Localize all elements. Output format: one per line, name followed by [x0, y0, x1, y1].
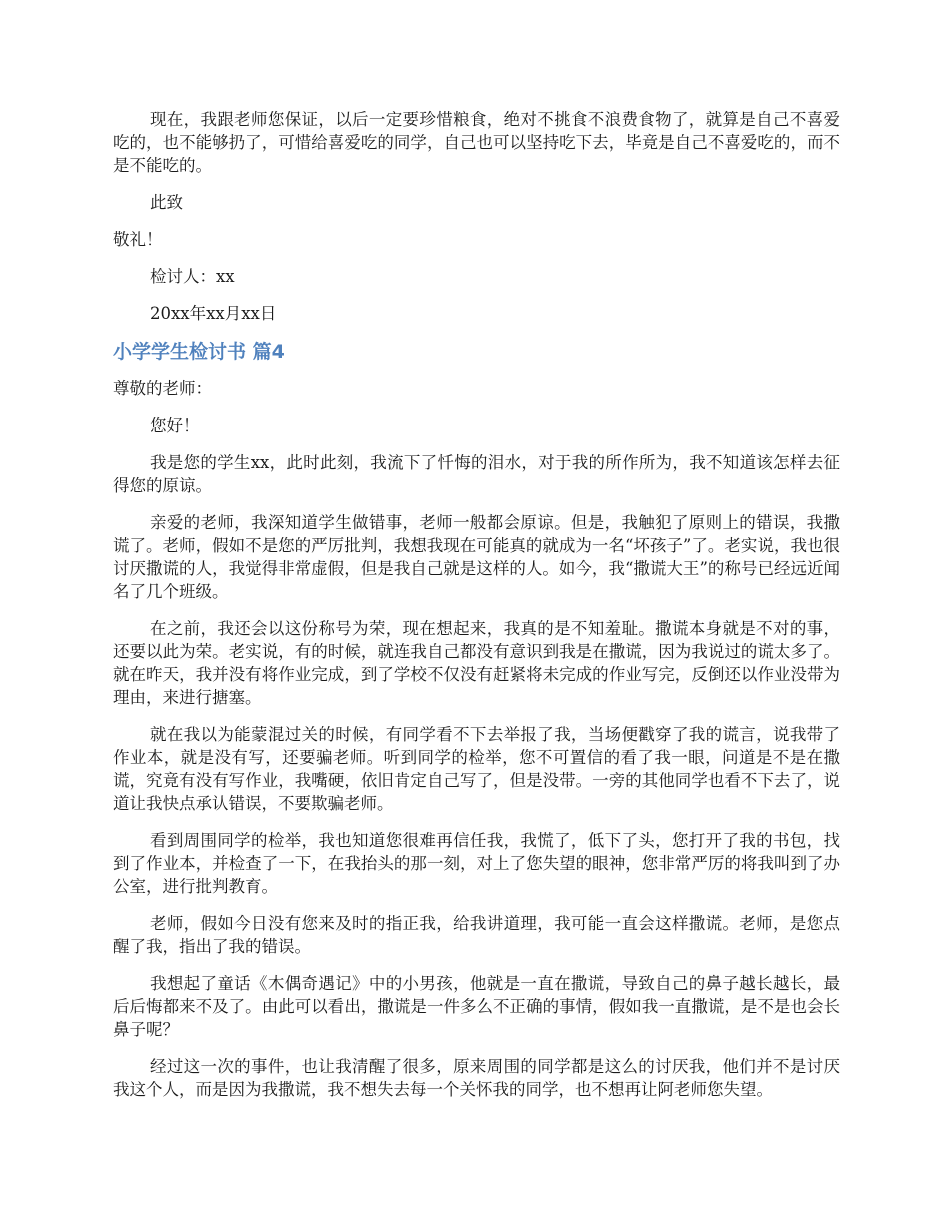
intro-paragraph: 现在，我跟老师您保证，以后一定要珍惜粮食，绝对不挑食不浪费食物了，就算是自己不喜爱吃的，也不能够扔了，可惜给喜爱吃的同学，自己也可以坚持吃下去，毕竟是自己不喜爱吃的，而不是不能吃的。	[113, 110, 840, 175]
body-paragraph: 我是您的学生xx，此时此刻，我流下了忏悔的泪水，对于我的所作所为，我不知道该怎样去征得您的原谅。	[113, 453, 840, 495]
salutation: 尊敬的老师：	[113, 379, 212, 398]
body-paragraph: 老师，假如今日没有您来及时的指正我，给我讲道理，我可能一直会这样撒谎。老师，是您点醒了我，指出了我的错误。	[113, 914, 840, 956]
body-paragraph: 我想起了童话《木偶奇遇记》中的小男孩，他就是一直在撒谎，导致自己的鼻子越长越长，最后后悔都来不及了。由此可以看出，撒谎是一件多么不正确的事情，假如我一直撒谎，是不是也会长鼻子呢？	[113, 974, 840, 1039]
signer: 检讨人：xx	[150, 267, 235, 286]
document-page	[113, 108, 840, 1101]
body-paragraph: 在之前，我还会以这份称号为荣，现在想起来，我真的是不知羞耻。撒谎本身就是不对的事，还要以此为荣。老实说，有的时候，就连我自己都没有意识到我是在撒谎，因为我说过的谎太多了。就在昨天，我并没有将作业完成，到了学校不仅没有赶紧将未完成的作业写完，反倒还以作业没带为理由，来进行搪塞。	[113, 619, 840, 707]
body-paragraph: 经过这一次的事件，也让我清醒了很多，原来周围的同学都是这么的讨厌我，他们并不是讨厌我这个人，而是因为我撒谎，我不想失去每一个关怀我的同学，也不想再让阿老师您失望。	[113, 1057, 840, 1099]
body-paragraph: 亲爱的老师，我深知道学生做错事，老师一般都会原谅。但是，我触犯了原则上的错误，我撒谎了。老师，假如不是您的严厉批判，我想我现在可能真的就成为一名“坏孩子”了。老实说，我也很讨厌撒谎的人，我觉得非常虚假，但是我自己就是这样的人。如今，我“撒谎大王”的称号已经远近闻名了几个班级。	[113, 513, 840, 601]
closing-line: 此致	[150, 193, 183, 212]
section-title: 小学学生检讨书 篇4	[113, 341, 285, 363]
body-paragraph: 就在我以为能蒙混过关的时候，有同学看不下去举报了我，当场便戳穿了我的谎言，说我带了作业本，就是没有写，还要骗老师。听到同学的检举，您不可置信的看了我一眼，问道是不是在撒谎，究竟有没有写作业，我嘴硬，依旧肯定自己写了，但是没带。一旁的其他同学也看不下去了，说道让我快点承认错误，不要欺骗老师。	[113, 725, 840, 813]
greeting: 您好！	[150, 416, 200, 435]
closing-salute: 敬礼！	[113, 230, 163, 249]
date: 20xx年xx月xx日	[150, 304, 277, 323]
body-paragraph: 看到周围同学的检举，我也知道您很难再信任我，我慌了，低下了头，您打开了我的书包，找到了作业本，并检查了一下，在我抬头的那一刻，对上了您失望的眼神，您非常严厉的将我叫到了办公室，进行批判教育。	[113, 831, 840, 896]
